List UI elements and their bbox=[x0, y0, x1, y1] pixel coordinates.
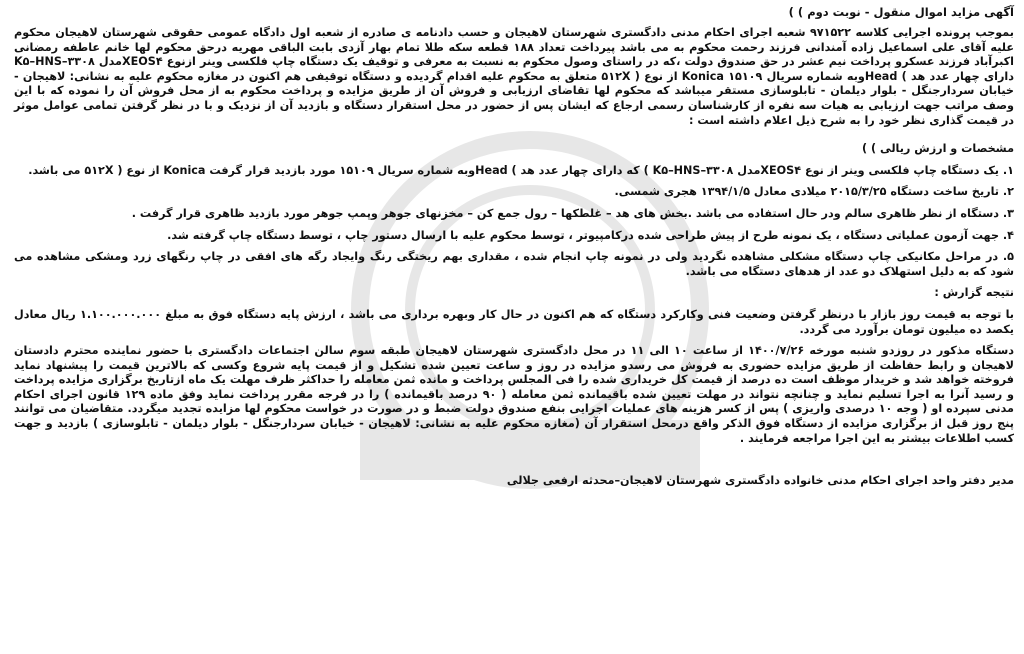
signature-line: مدیر دفتر واحد اجرای احکام مدنی خانواده دادگستری شهرستان لاهیجان–محدثه ارفعی جلالی bbox=[506, 474, 1014, 488]
notice-title: آگهی مزاید اموال منقول - نوبت دوم ) ) bbox=[788, 5, 1014, 19]
spec-item-1: ۱. یک دستگاه چاپ فلکسی وینر از نوع XEOS۴مدل K۵–HNS–۳۳۰۸ ) که دارای چهار عدد هد ) Headوبه شماره سریال ۱۵۱۰۹ مورد بازدید قرار گرفت Konica از نوع ( ۵۱۲X می باشد. bbox=[28, 163, 1014, 177]
spec-item-2: ۲. تاریخ ساخت دستگاه ۲۰۱۵/۳/۲۵ میلادی معادل ۱۳۹۴/۱/۵ هجری شمسی. bbox=[614, 185, 1014, 199]
spec-item-5: ۵. در مراحل مکانیکی چاپ دستگاه مشکلی مشاهده نگردید ولی در نمونه چاپ انجام شده ، مقداری بهم ریختگی رنگ وایجاد رگه های افقی در چاپ رنگهای زرد ومشکی مشاهده می شود که به دلیل استهلاک دو عدد از هدهای دستگاه می باشد. bbox=[14, 250, 1014, 278]
specs-heading: مشخصات و ارزش ریالی ) ) bbox=[861, 142, 1014, 156]
result-heading: نتیجه گزارش : bbox=[934, 286, 1014, 300]
auction-terms: دستگاه مذکور در روزدو شنبه مورخه ۱۴۰۰/۷/۲۶ از ساعت ۱۰ الی ۱۱ در محل دادگستری شهرستان لاهیجان طبقه سوم سالن اجتماعات دادگستری با حضور نماینده محترم دادستان لاهیجان و رابط حفاظت از طریق مزایده حضوری به فروش می رسدو مزایده در روز و ساعت تعیین شده تشکیل و از قیمت پایه شروع وکسی که بالاترین قیمت را پیشنهاد نماید فروخته خواهد شد و خریدار موظف است ده درصد از قیمت کل خریداری شده را فی المجلس پرداخت و مانده ثمن معامله را حداکثر ظرف مهلت یک ماه ازتاریخ برگزاری مزایده پرداخت و رسید آنرا به اجرا تسلیم نماید و چنانچه نتواند در مهلت تعیین شده باقیمانده ثمن معامله ( ۹۰ درصد باقیمانده ) را در فرجه مقرر پرداخت نماید وفق ماده ۱۲۹ قانون اجرای احکام مدنی سپرده او ( وجه ۱۰ درصدی واریزی ) پس از کسر هزینه های عملیات اجرایی بنفع صندوق دولت ضبط و در صورت در خواست محکوم لها مزایده تجدید میگردد. متقاضیان می توانند پنج روز قبل از برگزاری مزایده از دستگاه فوق الذکر واقع درمحل استقرار آن (مغازه محکوم علیه به نشانی: لاهیجان - خیابان سردارجنگل - بلوار دیلمان - تابلوسازی ) بازدید و جهت کسب اطلاعات بیشتر به این اجرا مراجعه فرمایند . bbox=[14, 344, 1014, 445]
result-text: با توجه به قیمت روز بازار با درنظر گرفتن وضعیت فنی وکارکرد دستگاه که هم اکنون در حال کار وبهره برداری می باشد ، ارزش پایه دستگاه فوق به مبلغ ۱.۱۰۰.۰۰۰.۰۰۰ ریال معادل یکصد ده میلیون تومان برآورد می گردد. bbox=[14, 307, 1015, 336]
notice-intro: بموجب پرونده اجرایی کلاسه ۹۷۱۵۲۲ شعبه اجرای احکام مدنی دادگستری شهرستان لاهیجان و حسب دادنامه ی صادره از شعبه اول دادگاه عمومی حقوقی شهرستان لاهیجان محکوم علیه آقای علی اسماعیل زاده آمندانی فرزند رحمت محکوم به می باشد پیرداخت تعداد ۱۸۸ قطعه سکه طلا تمام بهار آزدی بابت الباقی مهریه درحق محکوم لها خانم عاطفه رمضانی اکبرآباد فرزند عسکرو پرداخت نیم عشر در حق صندوق دولت ،که در راستای وصول محکوم به نسبت به معرفی و توقیف یک دستگاه چاپ فلکسی وینر ازنوع XEOS۴مدل K۵–HNS–۳۳۰۸ دارای چهار عدد هد ) Headوبه شماره سریال ۱۵۱۰۹ Konica از نوع ( ۵۱۲X متعلق به محکوم علیه اقدام گردیده و دستگاه توقیفی هم اکنون در مغازه محکوم علیه به نشانی: لاهیجان - خیابان سردارجنگل - بلوار دیلمان - تابلوسازی مستقر میباشد که محکوم لها تقاضای ارزیابی و فروش آن از طریق مزایده و پرداخت محکوم به از محل فروش آن را نموده که با این وصف مراتب جهت ارزیابی به هیات سه نفره از کارشناسان رسمی ارجاع که ایشان پس از حضور در محل استقرار دستگاه و بازدید آن از نزدیک و با در نظر گرفتن تمامی عوامل موثر در قیمت گذاری نظر خود را به شرح ذیل اعلام داشته است : bbox=[14, 26, 1014, 127]
spec-item-3: ۳. دستگاه از نظر ظاهری سالم ودر حال استفاده می باشد .بخش های هد – غلطکها – رول جمع کن – مخزنهای جوهر وپمپ جوهر مورد بازدید ظاهری قرار گرفت . bbox=[131, 206, 1014, 220]
spec-item-4: ۴. جهت آزمون عملیاتی دستگاه ، یک نمونه طرح از پیش طراحی شده درکامپیوتر ، توسط محکوم علیه با ارسال دستور چاپ ، توسط دستگاه چاپ گرفته شد. bbox=[167, 228, 1014, 242]
